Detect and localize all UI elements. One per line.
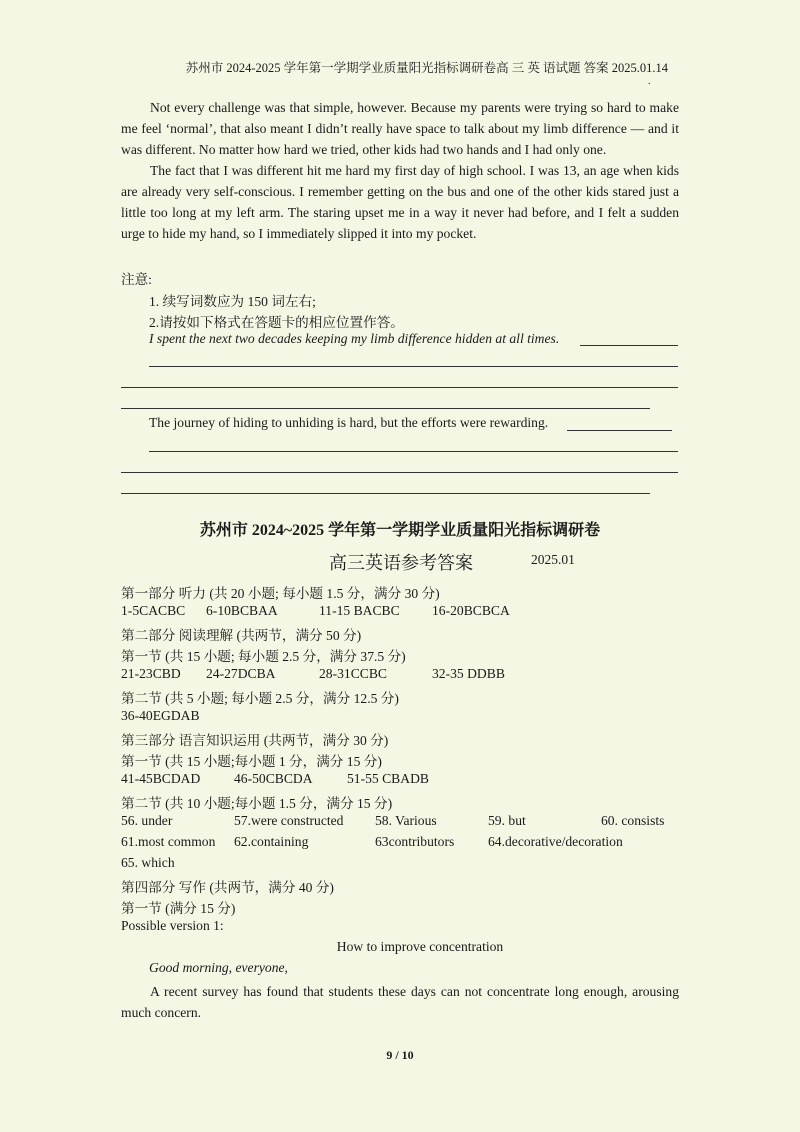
page-header: 苏州市 2024-2025 学年第一学期学业质量阳光指标调研卷高 三 英 语试题 答案 2025.01.14 — [185, 61, 668, 75]
notes-label: 注意: — [121, 272, 152, 287]
part1-heading: 第一部分 听力 (共 20 小题; 每小题 1.5 分，满分 30 分) — [121, 586, 440, 601]
answer-key-date: 2025.01 — [531, 552, 575, 567]
answer-line — [121, 472, 678, 473]
story-paragraph-1: Not every challenge was that simple, however. Because my parents were trying so hard to make me feel ‘normal’, that also meant I didn’t really have space to talk about my limb difference — and it was different. No matter how hard we tried, other kids had two hands and I had only one. — [121, 100, 679, 157]
part3-answer: 51-55 CBADB — [347, 771, 429, 786]
essay-title: How to improve concentration — [336, 939, 504, 954]
part2-section1-heading: 第一节 (共 15 小题; 每小题 2.5 分，满分 37.5 分) — [121, 649, 406, 664]
page-number: 9 / 10 — [386, 1048, 414, 1062]
story-paragraph-2: The fact that I was different hit me hard my first day of high school. I was 13, an age when kids are already very self-conscious. I remember getting on the bus and one of the other kids stared just a little too long at my left arm. The staring upset me in a way it never had before, and I felt a sudden urge to hide my hand, so I immediately slipped it into my pocket. — [121, 163, 679, 241]
answer-line — [121, 387, 678, 388]
part3-fill-answer: 61.most common — [121, 834, 216, 849]
notes-item-2: 2.请按如下格式在答题卡的相应位置作答。 — [149, 315, 404, 330]
essay-paragraph-1: A recent survey has found that students these days can not concentrate long enough, arousing much concern. — [121, 984, 679, 1020]
writing-prompt-1: I spent the next two decades keeping my limb difference hidden at all times. — [149, 331, 560, 346]
part1-answer: 16-20BCBCA — [432, 603, 510, 618]
writing-prompt-2: The journey of hiding to unhiding is hard, but the efforts were rewarding. — [149, 415, 549, 430]
part3-answer: 41-45BCDAD — [121, 771, 201, 786]
possible-version-label: Possible version 1: — [121, 918, 224, 933]
answer-key-title: 苏州市 2024~2025 学年第一学期学业质量阳光指标调研卷 — [199, 522, 601, 539]
part2-answer: 21-23CBD — [121, 666, 181, 681]
essay-body — [121, 981, 679, 1023]
part4-section1-heading: 第一节 (满分 15 分) — [121, 901, 236, 916]
answer-line — [121, 408, 650, 409]
part3-section2-heading: 第二节 (共 10 小题;每小题 1.5 分，满分 15 分) — [121, 796, 393, 811]
part2-heading: 第二部分 阅读理解 (共两节，满分 50 分) — [121, 628, 362, 643]
part3-heading: 第三部分 语言知识运用 (共两节，满分 30 分) — [121, 733, 389, 748]
part1-answer: 11-15 BACBC — [319, 603, 400, 618]
part3-fill-answer: 60. consists — [601, 813, 665, 828]
part3-fill-answer: 59. but — [488, 813, 526, 828]
part2-answer: 32-35 DDBB — [432, 666, 505, 681]
part1-answer: 6-10BCBAA — [206, 603, 278, 618]
part3-fill-answer: 56. under — [121, 813, 173, 828]
answer-line — [567, 430, 672, 431]
part2-answer: 28-31CCBC — [319, 666, 387, 681]
answer-line — [121, 493, 650, 494]
part2-answer: 24-27DCBA — [206, 666, 276, 681]
part3-fill-answer: 65. which — [121, 855, 175, 870]
header-dot: . — [648, 76, 651, 87]
notes-item-1: 1. 续写词数应为 150 词左右; — [149, 294, 316, 309]
answer-key-subtitle: 高三英语参考答案 — [329, 553, 473, 573]
part3-section1-heading: 第一节 (共 15 小题;每小题 1 分，满分 15 分) — [121, 754, 382, 769]
part3-fill-answer: 57.were constructed — [234, 813, 344, 828]
part3-fill-answer: 62.containing — [234, 834, 309, 849]
answer-line — [149, 366, 678, 367]
answer-line — [149, 451, 678, 452]
part2-section2-answer: 36-40EGDAB — [121, 708, 200, 723]
part4-heading: 第四部分 写作 (共两节，满分 40 分) — [121, 880, 334, 895]
part3-fill-answer: 63contributors — [375, 834, 455, 849]
answer-line — [580, 345, 678, 346]
story-section — [121, 97, 679, 244]
part1-answer: 1-5CACBC — [121, 603, 186, 618]
part3-answer: 46-50CBCDA — [234, 771, 313, 786]
part2-section2-heading: 第二节 (共 5 小题; 每小题 2.5 分，满分 12.5 分) — [121, 691, 399, 706]
essay-greeting: Good morning, everyone, — [149, 960, 288, 975]
part3-fill-answer: 58. Various — [375, 813, 437, 828]
part3-fill-answer: 64.decorative/decoration — [488, 834, 623, 849]
